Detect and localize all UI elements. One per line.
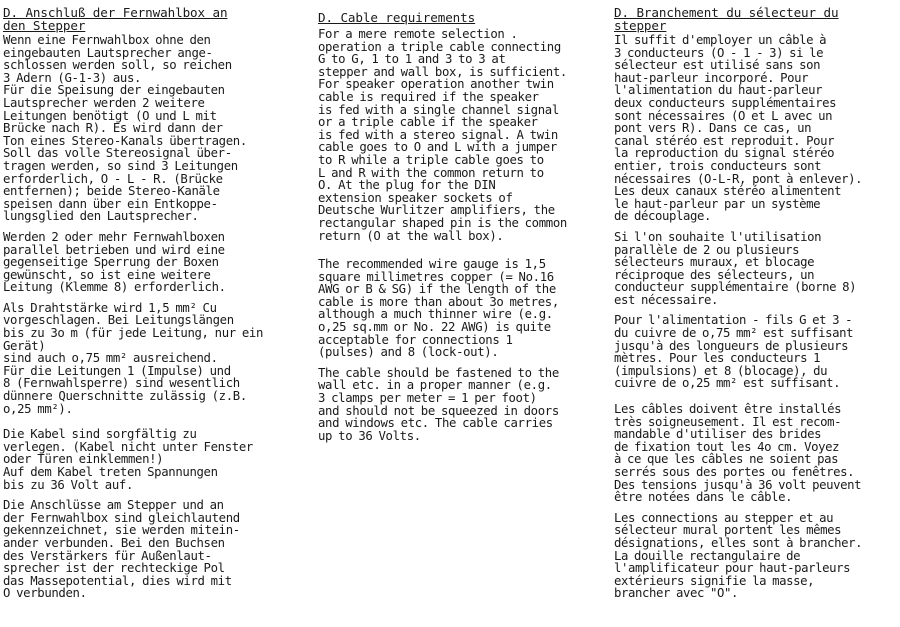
french-paragraph-3: Pour l'alimentation - fils G et 3 - du cuivre de o,75 mm² est suffisant jusqu'à des longueurs de plusieurs mètres. Pour les conducteurs 1 (impulsions) et 8 (blocage), du cuivre de o,25 mm² est suffisant. [614,313,854,391]
german-paragraph-4: Die Kabel sind sorgfältig zu verlegen. (Kabel nicht unter Fenster oder Türen einklemmen!) Auf dem Kabel treten Spannungen bis zu 36 Volt auf. [3,427,253,492]
english-paragraph-2: The recommended wire gauge is 1,5 square millimetres copper (= No.16 AWG or B & SG) if the length of the cable is more than about 3o metres, although a much thinner wire (e.g. o,25 sq.mm or No. 22 AWG) is quite acceptable for connections 1 (pulses) and 8 (lock-out). [318,257,559,360]
french-paragraph-4: Les câbles doivent être installés très soigneusement. Il est recom- mandable d'utiliser des brides de fixation tout les 4o cm. Voyez à ce que les câbles ne soient pas serrés sous des portes ou fenêtres. Des tensions jusqu'à 36 volt peuvent être notées dans le câble. [614,402,862,505]
english-paragraph-1: For a mere remote selection . operation a triple cable connecting G to G, 1 to 1 and 3 to 3 at stepper and wall box, is sufficient. For speaker operation another twin cable is required if the speaker is fed with a single channel signal or a triple cable if the speaker is fed with a stereo signal. A twin cable goes to O and L with a jumper to R while a triple cable goes to L and R with the common return to O. At the plug for the DIN extension speaker sockets of Deutsche Wurlitzer amplifiers, the rectangular shaped pin is the common return (O at the wall box). [318,27,567,243]
german-paragraph-2: Werden 2 oder mehr Fernwahlboxen parallel betrieben und wird eine gegenseitige Sperrung der Boxen gewünscht, so ist eine weitere Leitung (Klemme 8) erforderlich. [3,229,226,295]
german-paragraph-1: Wenn eine Fernwahlbox ohne den eingebauten Lautsprecher ange- schlossen werden soll, so reichen 3 Adern (G-1-3) aus. Für die Speisung der eingebauten Lautsprecher werden 2 weitere Leitungen benötigt (O und L mit Brücke nach R). Es wird dann der Ton eines Stereo-Kanals übertragen. Soll das volle Stereosignal über- tragen werden, so sind 3 Leitungen erforderlich, O - L - R. (Brücke entfernen); beide Stereo-Kanäle speisen dann über ein Entkoppe- lungsglied den Lautsprecher. [3,33,247,224]
german-heading: D. Anschluß der Fernwahlbox an den Stepper [3,5,228,33]
german-column [3,6,295,608]
german-paragraph-5: Die Anschlüsse am Stepper und an der Fernwahlbox sind gleichlautend gekennzeichnet, sie werden mitein- ander verbunden. Bei den Buchsen des Verstärkers für Außenlaut- sprecher ist der rechteckige Pol das Massepotential, dies wird mit O verbunden. [3,498,240,601]
german-paragraph-3: Als Drahtstärke wird 1,5 mm² Cu vorgeschlagen. Bei Leitungslängen bis zu 3o m (für jede Leitung, nur ein Gerät) sind auch o,75 mm² ausreichend. Für die Leitungen 1 (Impulse) und 8 (Fernwahlsperre) sind wesentlich dünnere Querschnitte zulässig (z.B. o,25 mm²). [3,300,264,416]
french-column [614,6,898,608]
french-paragraph-2: Si l'on souhaite l'utilisation parallèle de 2 ou plusieurs sélecteurs muraux, et blocage réciproque des sélecteurs, un conducteur supplémentaire (borne 8) est nécessaire. [614,229,857,307]
french-paragraph-1: Il suffit d'employer un câble à 3 conducteurs (O - 1 - 3) si le sélecteur est utilisé sans son haut-parleur incorporé. Pour l'alimentation du haut-parleur deux conducteurs supplémentaires sont nécessaires (O et L avec un pont vers R). Dans ce cas, un canal stéréo est reproduit. Pour la reproduction du signal stéréo entier, trois conducteurs sont nécessaires (O-L-R, pont à enlever). Les deux canaux stéréo alimentent le haut-parleur par un système de découplage. [614,33,863,224]
english-paragraph-3: The cable should be fastened to the wall etc. in a proper manner (e.g. 3 clamps per meter = 1 per foot) and should not be squeezed in doors and windows etc. The cable carries up to 36 Volts. [318,365,559,443]
french-paragraph-5: Les connections au stepper et au sélecteur mural portent les mêmes désignations, elles sont à brancher. La douille rectangulaire de l'amplificateur pour haut-parleurs extérieurs signifie la masse, brancher avec "O". [614,510,863,601]
english-heading: D. Cable requirements [318,10,476,25]
english-column [318,6,594,450]
french-heading: D. Branchement du sélecteur du stepper [614,5,839,33]
